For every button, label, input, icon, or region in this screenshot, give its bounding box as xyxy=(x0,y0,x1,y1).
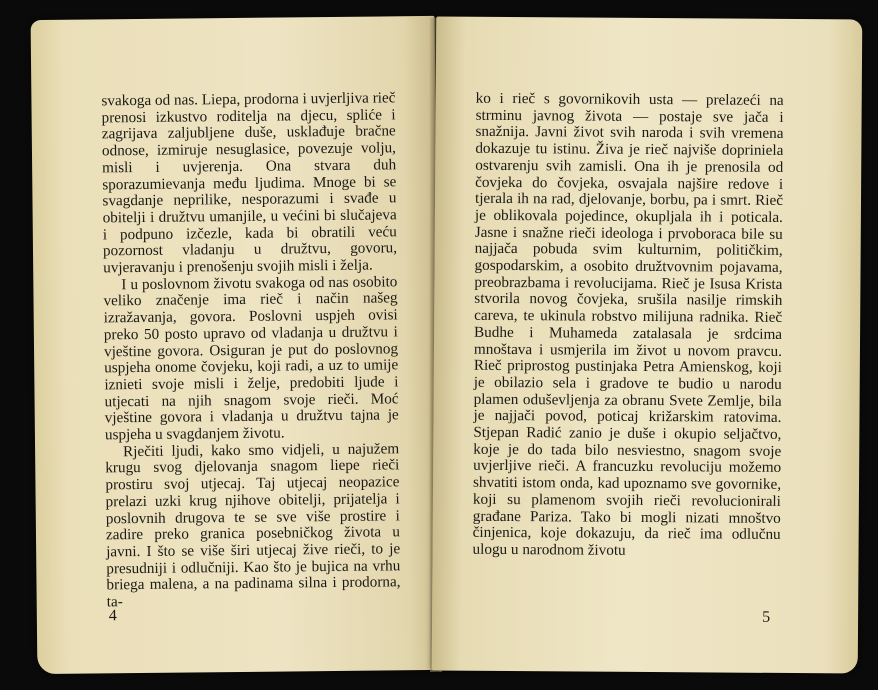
right-page xyxy=(432,17,863,674)
left-paragraph: Rječiti ljudi, kako smo vidjeli, u najužem krugu svog djelovanja snagom liepe rieči prostiru svoj utjecaj. Taj utjecaj neopazice prelazi uzki krug njihove obitelji, prijatelja i poslovnih drugova te se sve više prostire i zadire preko granica posebničkog života u javni. I što se više širi utjecaj žive rieči, to je presudniji i odlučniji. Kao što je bujica na vrhu briega malena, a na padinama silna i prodorna, ta- xyxy=(105,440,401,611)
left-paragraph: I u poslovnom životu svakoga od nas osobito veliko značenje ima rieč i način našeg izražavanja, govora. Poslovni uspjeh ovisi preko 50 posto upravo od vladanja u družtvu i vještine govora. Osiguran je put do poslovnog uspjeha onome čovjeku, koji radi, a uz to umije iznieti svoje misli i želje, predobiti ljude i utjecati na njih snagom svoje rieči. Moć vještine govora i vladanja u družtvu tajna je uspjeha u svagdanjem životu. xyxy=(103,273,399,444)
open-book xyxy=(34,18,862,672)
left-paragraph: svakoga od nas. Liepa, prodorna i uvjerljiva rieč prenosi izkustvo roditelja na djecu, spliće i zagrijava zaljubljene duše, usklađuje bračne odnose, izmiruje nesuglasice, povezuje volju, misli i uvjerenja. Ona stvara duh sporazumievanja među ljudima. Mnoge bi se svagdanje neprilike, nesporazumi i svađe u obitelji i družtvu umanjile, u većini bi slučajeva i podpuno izčezle, kada bi obratili veću pozornost vladanju u družtvu, govoru, uvjeravanju i prenošenju svojih misli i želja. xyxy=(101,89,398,277)
left-page xyxy=(31,16,442,674)
right-paragraph: ko i rieč s govornikovih usta — prelazeći na strminu javnog života — postaje sve jača i snažnija. Javni život svih naroda i svih vremena dokazuje tu istinu. Živa je rieč najviše doprinielа ostvarenju svih zamisli. Ona ih je prenosila od čovjeka do čovjeka, osvajala najšire redove i tjerala ih na rad, djelovanje, borbu, pa i smrt. Rieč je oblikovala pojedince, okupljala ih i poticala. Jasne i snažne rieči ideologa i prvoboraca bile su najjača pobuda svim kulturnim, političkim, gospodarskim, a osobito družtvovnim pojavama, preobrazbama i revolucijama. Rieč je Isusa Krista stvorila novog čovjeka, srušila nasilje rimskih careva, te ukinula robstvo milijuna radnika. Rieč Budhe i Muhameda zatalasala je srdcima mnoštava i usmjerila im život u novom pravcu. Rieč priprostog pustinjaka Petra Amienskog, koji je obilazio sela i gradove te budio u narodu plamen oduševljenja za obranu Svete Zemlje, bila je najjači povod, poticaj križarskim ratovima. Stjepan Radić zanio je duše i okupio seljačtvo, koje je do tada bilo nesviestno, snagom svoje uvjerljive rieči. A francuzku revoluciju možemo shvatiti istom onda, kad upoznamo sve govornike, koji su plamenom svojih rieči revolucionirali građane Pariza. Tako bi mogli nizati mnoštvo činjenica, koje dokazuju, da rieč ima odlučnu ulogu u narodnom životu xyxy=(472,89,784,559)
left-page-text xyxy=(101,90,400,611)
right-page-number: 5 xyxy=(762,608,771,626)
left-page-number: 4 xyxy=(108,607,117,625)
right-page-text xyxy=(473,91,784,561)
